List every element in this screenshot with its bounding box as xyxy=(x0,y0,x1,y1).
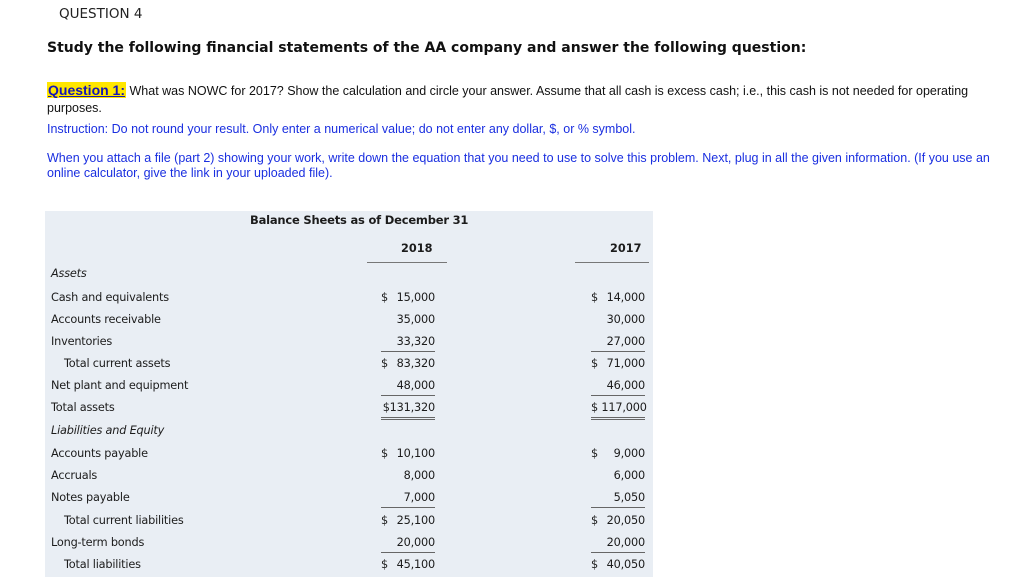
value-2017: $ 40,050 xyxy=(591,558,645,571)
balance-sheet-title: Balance Sheets as of December 31 xyxy=(250,213,469,227)
section-label-assets: Assets xyxy=(51,267,87,280)
table-row xyxy=(45,536,653,556)
currency-symbol: $ xyxy=(381,291,388,304)
table-row xyxy=(45,335,653,355)
row-label: Accounts payable xyxy=(51,447,148,460)
value-2017: $ 20,050 xyxy=(591,514,645,527)
balance-sheet-table xyxy=(45,211,653,577)
table-row xyxy=(45,469,653,489)
row-label: Accounts receivable xyxy=(51,313,161,326)
value-2017: $ 71,000 xyxy=(591,357,645,370)
table-row xyxy=(45,313,653,333)
value-2018: 20,000 xyxy=(381,536,435,553)
row-label: Total assets xyxy=(51,401,115,414)
value-2017: 46,000 xyxy=(591,379,645,396)
row-label: Net plant and equipment xyxy=(51,379,189,392)
value-2018: $ 10,100 xyxy=(381,447,435,460)
value-2018: 33,320 xyxy=(381,335,435,352)
value-2018: $131,320 xyxy=(381,401,435,420)
col-header-2018: 2018 xyxy=(401,242,433,255)
table-row xyxy=(45,514,653,534)
row-label: Notes payable xyxy=(51,491,130,504)
value-2018: $ 25,100 xyxy=(381,514,435,527)
currency-symbol: $ xyxy=(381,514,388,527)
row-label: Inventories xyxy=(51,335,113,348)
table-row xyxy=(45,267,653,287)
currency-symbol: $ xyxy=(591,291,598,304)
value-2017: 30,000 xyxy=(606,313,645,326)
header-rule-2018 xyxy=(367,262,447,263)
value-2017: 27,000 xyxy=(591,335,645,352)
row-label: Long-term bonds xyxy=(51,536,145,549)
value-2017: 5,050 xyxy=(591,491,645,508)
value-2018: 48,000 xyxy=(381,379,435,396)
value-2017: $ 14,000 xyxy=(591,291,645,304)
table-row xyxy=(45,379,653,399)
currency-symbol: $ xyxy=(591,447,598,460)
question-block xyxy=(47,82,997,117)
value-2018: $ 45,100 xyxy=(381,558,435,571)
currency-symbol: $ xyxy=(381,447,388,460)
intro-text: Study the following financial statements of the AA company and answer the following question: xyxy=(47,40,807,56)
section-label-liabilities: Liabilities and Equity xyxy=(51,424,165,437)
value-2018: 35,000 xyxy=(396,313,435,326)
table-row xyxy=(45,357,653,377)
header-rule-2017 xyxy=(575,262,649,263)
attach-note: When you attach a file (part 2) showing your work, write down the equation that you need to use to solve this problem. Next, plug in all the given information. (If you use an online calculator, give the link in your uploaded file). xyxy=(47,151,990,180)
table-row xyxy=(45,401,653,421)
table-row xyxy=(45,447,653,467)
value-2017: $ 9,000 xyxy=(591,447,645,460)
value-2017: 20,000 xyxy=(591,536,645,553)
value-2017: $ 117,000 xyxy=(591,401,645,420)
currency-symbol: $ xyxy=(591,357,598,370)
row-label: Accruals xyxy=(51,469,98,482)
value-2018: $ 83,320 xyxy=(381,357,435,370)
table-row xyxy=(45,291,653,311)
row-label: Cash and equivalents xyxy=(51,291,169,304)
instruction-text: Instruction: Do not round your result. Only enter a numerical value; do not enter any dollar, $, or % symbol. xyxy=(47,122,636,136)
value-2018: 7,000 xyxy=(381,491,435,508)
row-label: Total current assets xyxy=(64,357,171,370)
table-row xyxy=(45,491,653,511)
row-label: Total current liabilities xyxy=(64,514,184,527)
row-label: Total liabilities xyxy=(64,558,141,571)
currency-symbol: $ xyxy=(381,558,388,571)
value-2018: $ 15,000 xyxy=(381,291,435,304)
value-2017: 6,000 xyxy=(613,469,645,482)
question-number: QUESTION 4 xyxy=(59,6,143,22)
question-label: Question 1: xyxy=(48,82,126,98)
table-row xyxy=(45,558,653,577)
currency-symbol: $ xyxy=(381,357,388,370)
value-2018: 8,000 xyxy=(403,469,435,482)
question-text: What was NOWC for 2017? Show the calculation and circle your answer. Assume that all cash is excess cash; i.e., this cash is not needed for operating purposes. xyxy=(47,84,969,115)
currency-symbol: $ xyxy=(591,558,598,571)
table-row xyxy=(45,424,653,444)
currency-symbol: $ xyxy=(591,514,598,527)
col-header-2017: 2017 xyxy=(610,242,642,255)
